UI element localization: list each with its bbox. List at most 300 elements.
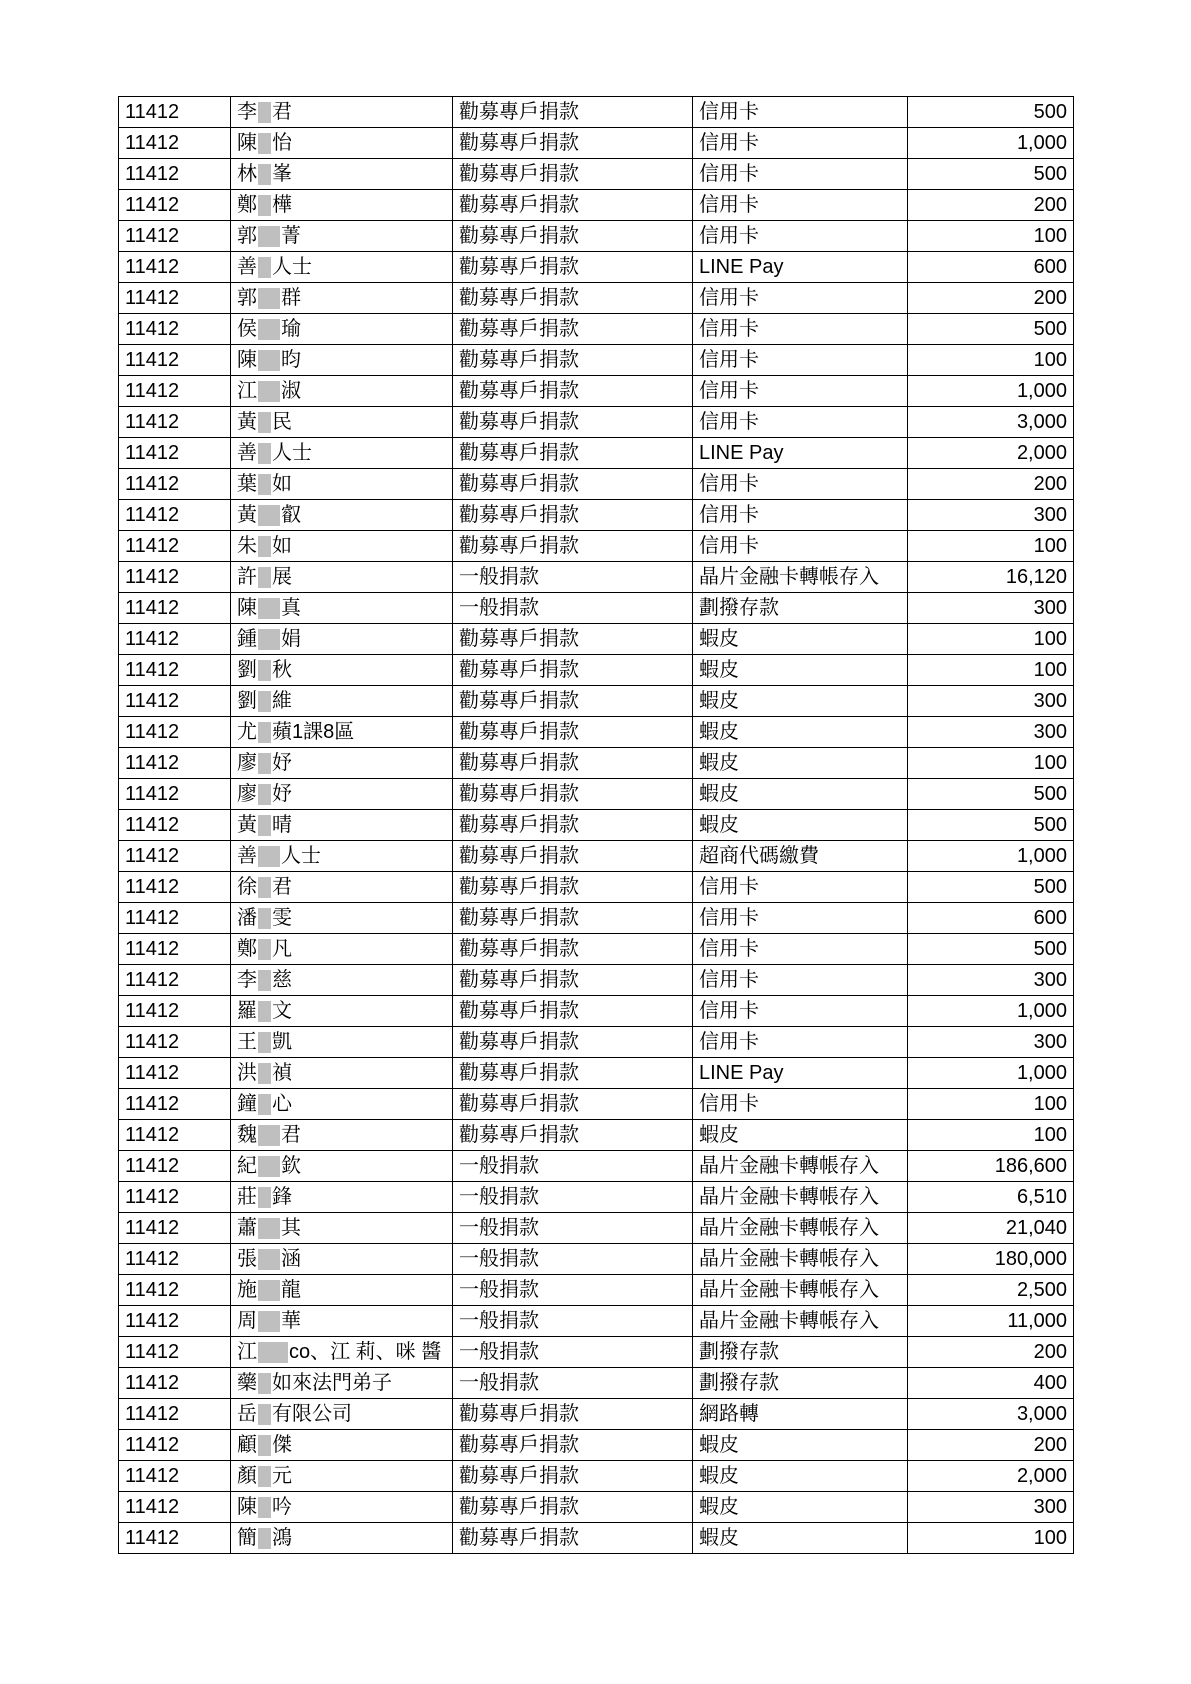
cell-period: 11412 (119, 1306, 231, 1337)
cell-amount: 1,000 (908, 996, 1074, 1027)
donor-name-suffix: 涵 (281, 1248, 301, 1270)
cell-amount: 400 (908, 1368, 1074, 1399)
table-row (119, 1399, 1074, 1430)
donor-name-suffix: 華 (281, 1310, 301, 1332)
cell-amount: 2,500 (908, 1275, 1074, 1306)
cell-period: 11412 (119, 841, 231, 872)
cell-donation-type: 勸募專戶捐款 (453, 996, 693, 1027)
cell-donor-name (231, 1213, 453, 1244)
donor-name-prefix: 侯 (237, 318, 257, 340)
cell-donation-type: 勸募專戶捐款 (453, 1430, 693, 1461)
cell-donation-method: 信用卡 (693, 190, 908, 221)
donor-name-suffix: 菁 (281, 225, 301, 247)
redaction-block (258, 691, 271, 712)
table-row (119, 717, 1074, 748)
cell-amount: 200 (908, 1337, 1074, 1368)
redaction-block (258, 350, 280, 371)
cell-donation-type: 勸募專戶捐款 (453, 748, 693, 779)
donor-name-suffix: 叡 (281, 504, 301, 526)
redaction-block (258, 536, 271, 557)
cell-donation-type: 一般捐款 (453, 1275, 693, 1306)
redaction-block (258, 195, 271, 216)
donor-name-prefix: 鐘 (237, 1093, 257, 1115)
cell-period: 11412 (119, 531, 231, 562)
table-row (119, 1213, 1074, 1244)
cell-amount: 2,000 (908, 438, 1074, 469)
donor-name-suffix: 凱 (272, 1031, 292, 1053)
cell-amount: 186,600 (908, 1151, 1074, 1182)
cell-donation-type: 勸募專戶捐款 (453, 934, 693, 965)
cell-donation-method: 信用卡 (693, 531, 908, 562)
cell-period: 11412 (119, 686, 231, 717)
table-row (119, 376, 1074, 407)
redaction-block (258, 970, 271, 991)
table-row (119, 1058, 1074, 1089)
cell-donation-method: 晶片金融卡轉帳存入 (693, 1151, 908, 1182)
cell-donation-type: 勸募專戶捐款 (453, 283, 693, 314)
cell-amount: 500 (908, 872, 1074, 903)
redaction-block (258, 877, 271, 898)
donor-name-prefix: 洪 (237, 1062, 257, 1084)
cell-amount: 100 (908, 624, 1074, 655)
cell-donation-type: 勸募專戶捐款 (453, 872, 693, 903)
cell-amount: 1,000 (908, 1058, 1074, 1089)
cell-amount: 100 (908, 531, 1074, 562)
cell-donation-method: 劃撥存款 (693, 593, 908, 624)
cell-period: 11412 (119, 1120, 231, 1151)
redaction-block (258, 288, 280, 309)
cell-donor-name (231, 779, 453, 810)
table-row (119, 190, 1074, 221)
table-row (119, 469, 1074, 500)
cell-donation-method: LINE Pay (693, 1058, 908, 1089)
cell-amount: 100 (908, 345, 1074, 376)
cell-amount: 16,120 (908, 562, 1074, 593)
cell-donation-type: 勸募專戶捐款 (453, 221, 693, 252)
cell-donor-name (231, 190, 453, 221)
donor-name-prefix: 張 (237, 1248, 257, 1270)
cell-donation-method: 劃撥存款 (693, 1368, 908, 1399)
cell-period: 11412 (119, 624, 231, 655)
cell-donor-name (231, 283, 453, 314)
donor-name-suffix: 欽 (281, 1155, 301, 1177)
redaction-block (258, 505, 280, 526)
cell-donation-type: 勸募專戶捐款 (453, 407, 693, 438)
table-row (119, 593, 1074, 624)
cell-period: 11412 (119, 1492, 231, 1523)
cell-donor-name (231, 438, 453, 469)
donor-name-prefix: 顧 (237, 1434, 257, 1456)
cell-amount: 180,000 (908, 1244, 1074, 1275)
cell-period: 11412 (119, 1523, 231, 1554)
cell-donor-name (231, 1461, 453, 1492)
cell-period: 11412 (119, 314, 231, 345)
donor-name-prefix: 施 (237, 1279, 257, 1301)
cell-donation-type: 一般捐款 (453, 1244, 693, 1275)
cell-period: 11412 (119, 965, 231, 996)
cell-donor-name (231, 996, 453, 1027)
cell-amount: 3,000 (908, 1399, 1074, 1430)
redaction-block (258, 629, 280, 650)
cell-donation-method: 信用卡 (693, 934, 908, 965)
cell-donation-type: 勸募專戶捐款 (453, 252, 693, 283)
cell-period: 11412 (119, 717, 231, 748)
cell-donation-method: 網路轉 (693, 1399, 908, 1430)
cell-amount: 11,000 (908, 1306, 1074, 1337)
cell-donor-name (231, 221, 453, 252)
table-row (119, 1244, 1074, 1275)
table-row (119, 903, 1074, 934)
donor-name-suffix: 人士 (281, 845, 321, 867)
cell-donation-method: 蝦皮 (693, 624, 908, 655)
cell-donation-method: 蝦皮 (693, 748, 908, 779)
cell-donor-name (231, 965, 453, 996)
table-row (119, 345, 1074, 376)
cell-period: 11412 (119, 1151, 231, 1182)
cell-donor-name (231, 1182, 453, 1213)
redaction-block (258, 939, 271, 960)
cell-donation-method: 蝦皮 (693, 1492, 908, 1523)
donor-name-prefix: 岳 (237, 1403, 257, 1425)
donor-name-prefix: 善 (237, 845, 257, 867)
donor-name-suffix: 淑 (281, 380, 301, 402)
cell-donation-method: 信用卡 (693, 97, 908, 128)
donor-name-prefix: 藥 (237, 1372, 257, 1394)
cell-donor-name (231, 1089, 453, 1120)
cell-amount: 100 (908, 1523, 1074, 1554)
cell-donation-type: 勸募專戶捐款 (453, 1399, 693, 1430)
redaction-block (258, 1497, 271, 1518)
cell-amount: 200 (908, 1430, 1074, 1461)
donor-name-suffix: 如來法門弟子 (272, 1372, 392, 1394)
redaction-block (258, 226, 280, 247)
cell-donation-type: 勸募專戶捐款 (453, 655, 693, 686)
cell-donation-type: 勸募專戶捐款 (453, 1058, 693, 1089)
cell-period: 11412 (119, 128, 231, 159)
table-row (119, 221, 1074, 252)
redaction-block (258, 1156, 280, 1177)
donor-name-prefix: 王 (237, 1031, 257, 1053)
cell-period: 11412 (119, 1244, 231, 1275)
cell-donation-type: 勸募專戶捐款 (453, 314, 693, 345)
table-row (119, 779, 1074, 810)
cell-donation-type: 勸募專戶捐款 (453, 903, 693, 934)
cell-donor-name (231, 97, 453, 128)
cell-donation-method: 信用卡 (693, 345, 908, 376)
donor-name-prefix: 許 (237, 566, 257, 588)
cell-amount: 500 (908, 314, 1074, 345)
donor-name-prefix: 李 (237, 101, 257, 123)
cell-donor-name (231, 469, 453, 500)
cell-donor-name (231, 500, 453, 531)
donor-name-prefix: 廖 (237, 783, 257, 805)
cell-donation-method: 晶片金融卡轉帳存入 (693, 1213, 908, 1244)
cell-donation-type: 勸募專戶捐款 (453, 1461, 693, 1492)
cell-donation-method: 信用卡 (693, 500, 908, 531)
cell-donation-type: 勸募專戶捐款 (453, 1492, 693, 1523)
donor-name-suffix: 有限公司 (272, 1403, 352, 1425)
cell-donation-type: 一般捐款 (453, 1368, 693, 1399)
cell-donor-name (231, 314, 453, 345)
cell-donation-type: 勸募專戶捐款 (453, 97, 693, 128)
cell-period: 11412 (119, 376, 231, 407)
cell-donation-method: 蝦皮 (693, 1120, 908, 1151)
donor-name-suffix: 君 (272, 101, 292, 123)
table-row (119, 1120, 1074, 1151)
table-row (119, 1337, 1074, 1368)
table-row (119, 1151, 1074, 1182)
cell-donation-type: 勸募專戶捐款 (453, 717, 693, 748)
redaction-block (258, 660, 271, 681)
cell-donation-method: 信用卡 (693, 1089, 908, 1120)
cell-donor-name (231, 748, 453, 779)
cell-donation-method: 蝦皮 (693, 810, 908, 841)
cell-donation-type: 勸募專戶捐款 (453, 686, 693, 717)
table-row (119, 872, 1074, 903)
cell-donor-name (231, 1058, 453, 1089)
donor-name-suffix: 如 (272, 535, 292, 557)
cell-donation-method: 信用卡 (693, 159, 908, 190)
cell-amount: 500 (908, 934, 1074, 965)
donor-name-suffix: 蘋1課8區 (272, 721, 355, 743)
donor-name-prefix: 陳 (237, 132, 257, 154)
table-row (119, 748, 1074, 779)
cell-amount: 500 (908, 810, 1074, 841)
cell-donor-name (231, 841, 453, 872)
table-row (119, 97, 1074, 128)
donor-name-prefix: 鍾 (237, 628, 257, 650)
cell-period: 11412 (119, 1337, 231, 1368)
cell-amount: 100 (908, 221, 1074, 252)
cell-donation-method: 信用卡 (693, 407, 908, 438)
cell-donation-type: 勸募專戶捐款 (453, 1523, 693, 1554)
table-row (119, 252, 1074, 283)
cell-period: 11412 (119, 1430, 231, 1461)
donor-name-suffix: 妤 (272, 752, 292, 774)
cell-donor-name (231, 1523, 453, 1554)
redaction-block (258, 164, 271, 185)
cell-donation-type: 一般捐款 (453, 1213, 693, 1244)
cell-donation-type: 勸募專戶捐款 (453, 469, 693, 500)
cell-donor-name (231, 1027, 453, 1058)
cell-donor-name (231, 872, 453, 903)
cell-period: 11412 (119, 190, 231, 221)
redaction-block (258, 1094, 271, 1115)
table-row (119, 841, 1074, 872)
cell-amount: 200 (908, 190, 1074, 221)
cell-amount: 500 (908, 97, 1074, 128)
cell-donation-type: 勸募專戶捐款 (453, 965, 693, 996)
cell-donation-method: 蝦皮 (693, 655, 908, 686)
donor-name-prefix: 蕭 (237, 1217, 257, 1239)
cell-amount: 100 (908, 1089, 1074, 1120)
cell-period: 11412 (119, 810, 231, 841)
cell-amount: 500 (908, 159, 1074, 190)
donations-table (118, 96, 1074, 1554)
donor-name-prefix: 江 (237, 1341, 257, 1363)
donor-name-suffix: 娟 (281, 628, 301, 650)
donor-name-suffix: 群 (281, 287, 301, 309)
cell-amount: 300 (908, 593, 1074, 624)
donor-name-prefix: 尤 (237, 721, 257, 743)
cell-amount: 600 (908, 903, 1074, 934)
cell-donation-method: 信用卡 (693, 1027, 908, 1058)
cell-amount: 100 (908, 748, 1074, 779)
redaction-block (258, 102, 271, 123)
table-row (119, 1492, 1074, 1523)
donor-name-suffix: 人士 (272, 256, 312, 278)
donor-name-suffix: 元 (272, 1465, 292, 1487)
cell-amount: 100 (908, 1120, 1074, 1151)
cell-donation-method: 晶片金融卡轉帳存入 (693, 1275, 908, 1306)
cell-donor-name (231, 810, 453, 841)
redaction-block (258, 1063, 271, 1084)
cell-period: 11412 (119, 1089, 231, 1120)
table-row (119, 407, 1074, 438)
table-row (119, 1430, 1074, 1461)
donor-name-suffix: 其 (281, 1217, 301, 1239)
cell-amount: 300 (908, 1027, 1074, 1058)
cell-amount: 200 (908, 469, 1074, 500)
redaction-block (258, 412, 271, 433)
table-row (119, 438, 1074, 469)
cell-donation-type: 勸募專戶捐款 (453, 779, 693, 810)
cell-donor-name (231, 376, 453, 407)
cell-period: 11412 (119, 655, 231, 686)
cell-donation-method: 信用卡 (693, 376, 908, 407)
donor-name-prefix: 顏 (237, 1465, 257, 1487)
cell-period: 11412 (119, 159, 231, 190)
cell-donor-name (231, 1337, 453, 1368)
cell-donation-method: 信用卡 (693, 903, 908, 934)
cell-donor-name (231, 1492, 453, 1523)
cell-period: 11412 (119, 748, 231, 779)
table-row (119, 531, 1074, 562)
cell-period: 11412 (119, 996, 231, 1027)
donor-name-prefix: 廖 (237, 752, 257, 774)
cell-donor-name (231, 128, 453, 159)
cell-period: 11412 (119, 345, 231, 376)
redaction-block (258, 722, 271, 743)
donor-name-prefix: 善 (237, 442, 257, 464)
table-row (119, 1461, 1074, 1492)
donor-name-suffix: 鋒 (272, 1186, 292, 1208)
table-row (119, 655, 1074, 686)
donor-name-suffix: 傑 (272, 1434, 292, 1456)
table-row (119, 965, 1074, 996)
table-row (119, 934, 1074, 965)
cell-donation-type: 勸募專戶捐款 (453, 500, 693, 531)
donor-name-prefix: 羅 (237, 1000, 257, 1022)
cell-donation-method: LINE Pay (693, 252, 908, 283)
donor-name-suffix: co、江 莉、咪 醬 (289, 1341, 442, 1363)
donor-name-prefix: 陳 (237, 349, 257, 371)
cell-donation-type: 勸募專戶捐款 (453, 624, 693, 655)
donor-name-prefix: 朱 (237, 535, 257, 557)
cell-donation-method: 蝦皮 (693, 1523, 908, 1554)
donor-name-suffix: 文 (272, 1000, 292, 1022)
cell-donor-name (231, 686, 453, 717)
donor-name-prefix: 莊 (237, 1186, 257, 1208)
cell-amount: 21,040 (908, 1213, 1074, 1244)
cell-period: 11412 (119, 283, 231, 314)
cell-donation-type: 勸募專戶捐款 (453, 810, 693, 841)
donor-name-prefix: 黃 (237, 411, 257, 433)
cell-donation-method: 晶片金融卡轉帳存入 (693, 1306, 908, 1337)
table-row (119, 128, 1074, 159)
cell-donor-name (231, 1306, 453, 1337)
cell-period: 11412 (119, 872, 231, 903)
cell-donation-type: 勸募專戶捐款 (453, 190, 693, 221)
redaction-block (258, 1311, 280, 1332)
donor-name-suffix: 吟 (272, 1496, 292, 1518)
cell-donor-name (231, 1151, 453, 1182)
table-row (119, 686, 1074, 717)
cell-donation-method: LINE Pay (693, 438, 908, 469)
cell-donation-method: 蝦皮 (693, 686, 908, 717)
donor-name-suffix: 雯 (272, 907, 292, 929)
donor-name-prefix: 潘 (237, 907, 257, 929)
cell-amount: 100 (908, 655, 1074, 686)
donor-name-suffix: 怡 (272, 132, 292, 154)
cell-donor-name (231, 1399, 453, 1430)
cell-donation-method: 信用卡 (693, 128, 908, 159)
redaction-block (258, 598, 280, 619)
donor-name-suffix: 真 (281, 597, 301, 619)
table-row (119, 1368, 1074, 1399)
cell-donation-type: 勸募專戶捐款 (453, 159, 693, 190)
donor-name-suffix: 慈 (272, 969, 292, 991)
cell-amount: 2,000 (908, 1461, 1074, 1492)
cell-amount: 1,000 (908, 841, 1074, 872)
donor-name-prefix: 陳 (237, 597, 257, 619)
cell-donor-name (231, 934, 453, 965)
cell-donation-method: 晶片金融卡轉帳存入 (693, 1182, 908, 1213)
donor-name-prefix: 劉 (237, 690, 257, 712)
redaction-block (258, 474, 271, 495)
redaction-block (258, 1001, 271, 1022)
cell-period: 11412 (119, 1182, 231, 1213)
donor-name-suffix: 峯 (272, 163, 292, 185)
cell-period: 11412 (119, 562, 231, 593)
cell-period: 11412 (119, 1461, 231, 1492)
cell-donation-type: 勸募專戶捐款 (453, 345, 693, 376)
cell-period: 11412 (119, 1058, 231, 1089)
redaction-block (258, 381, 280, 402)
cell-donor-name (231, 1275, 453, 1306)
table-row (119, 1027, 1074, 1058)
donor-name-suffix: 昀 (281, 349, 301, 371)
cell-amount: 300 (908, 1492, 1074, 1523)
redaction-block (258, 1280, 280, 1301)
cell-amount: 6,510 (908, 1182, 1074, 1213)
donor-name-prefix: 陳 (237, 1496, 257, 1518)
donor-name-suffix: 維 (272, 690, 292, 712)
donor-name-suffix: 民 (272, 411, 292, 433)
cell-period: 11412 (119, 438, 231, 469)
cell-donor-name (231, 345, 453, 376)
donor-name-suffix: 展 (272, 566, 292, 588)
cell-amount: 300 (908, 500, 1074, 531)
cell-donation-type: 勸募專戶捐款 (453, 438, 693, 469)
donor-name-suffix: 樺 (272, 194, 292, 216)
donor-name-suffix: 心 (272, 1093, 292, 1115)
cell-donation-method: 蝦皮 (693, 1430, 908, 1461)
table-row (119, 624, 1074, 655)
cell-donation-type: 勸募專戶捐款 (453, 128, 693, 159)
cell-period: 11412 (119, 1027, 231, 1058)
cell-donation-method: 信用卡 (693, 872, 908, 903)
